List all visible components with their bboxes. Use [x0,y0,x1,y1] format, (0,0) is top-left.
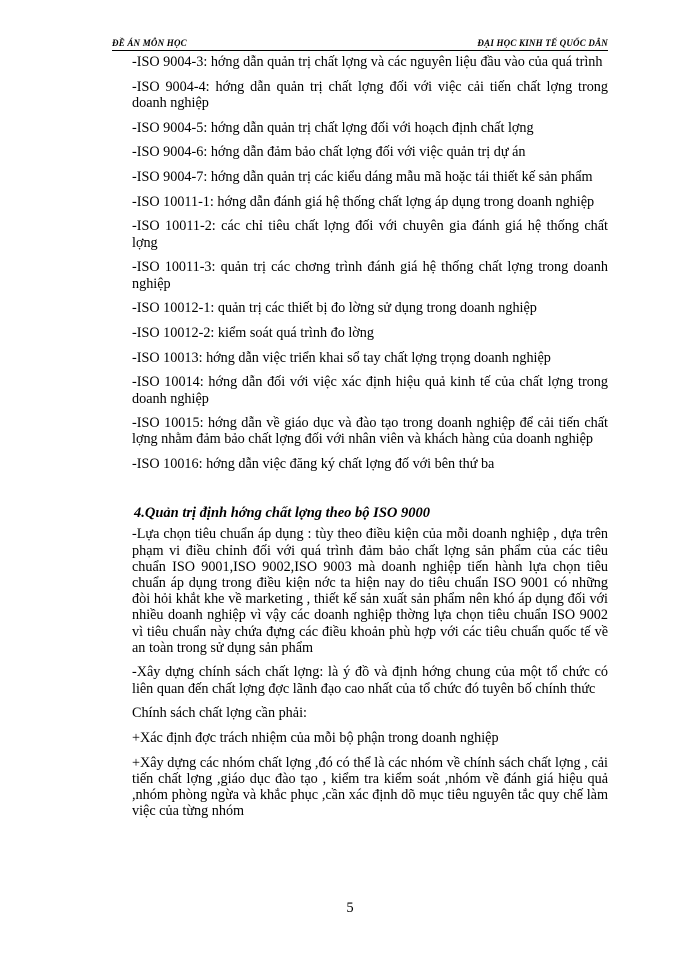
section-paragraph: -Xây dựng chính sách chất lợng: là ý đồ và định hớng chung của một tổ chức có liên quan đến chất lợng đợc lãnh đạo cao nhất của tổ chức đó tuyên bố chính thức [132,664,608,697]
iso-list-item: -ISO 9004-5: hớng dẫn quản trị chất lợng đối với hoạch định chất lợng [132,119,534,136]
section-title: 4.Quản trị định hớng chất lợng theo bộ ISO 9000 [134,505,430,522]
iso-list-item: -ISO 10011-2: các chỉ tiêu chất lợng đối với chuyên gia đánh giá hệ thống chất lợng [132,218,608,251]
iso-list-item: -ISO 9004-7: hớng dẫn quản trị các kiểu dáng mẫu mã hoặc tái thiết kế sản phẩm [132,169,593,186]
document-body [132,54,608,828]
iso-list-item: -ISO 9004-6: hớng dẫn đảm bảo chất lợng đối với việc quản trị dự án [132,144,526,161]
section-paragraph: +Xác định đợc trách nhiệm của mỗi bộ phận trong doanh nghiệp [132,730,499,747]
section-paragraph: +Xây dựng các nhóm chất lợng ,đó có thể là các nhóm về chính sách chất lợng , cải tiến chất lợng ,giáo dục đào tạo , kiểm tra kiểm soát ,nhóm về đánh giá hiệu quả ,nhóm phòng ngừa và khắc phục ,cần xác định dõ mục tiêu nguyên tắc quy chế làm việc của từng nhóm [132,754,608,820]
header-right-text: ĐẠI HỌC KINH TẾ QUỐC DÂN [477,38,608,48]
page-header [112,38,608,51]
iso-list-item: -ISO 9004-4: hớng dẫn quản trị chất lợng đối với việc cải tiến chất lợng trong doanh nghiệp [132,78,608,111]
iso-list-item: -ISO 9004-3: hớng dẫn quản trị chất lợng và các nguyên liệu đầu vào của quá trình [132,54,603,70]
iso-list-item: -ISO 10011-3: quản trị các chơng trình đánh giá hệ thống chất lợng trong doanh nghiệp [132,259,608,292]
iso-list-item: -ISO 10014: hớng dẫn đối với việc xác định hiệu quả kinh tế của chất lợng trong doanh nghiệp [132,374,608,407]
iso-standards-list [132,54,608,472]
section-paragraph: Chính sách chất lợng cần phải: [132,705,307,722]
iso-list-item: -ISO 10011-1: hớng dẫn đánh giá hệ thống chất lợng áp dụng trong doanh nghiệp [132,193,595,210]
iso-list-item: -ISO 10012-1: quản trị các thiết bị đo lờng sử dụng trong doanh nghiệp [132,300,537,317]
iso-list-item: -ISO 10015: hớng dẫn về giáo dục và đào tạo trong doanh nghiệp để cải tiến chất lợng nhằm đảm bảo chất lợng đối với nhân viên và khách hàng của doanh nghiệp [132,415,608,448]
header-left-text: ĐỀ ÁN MÔN HỌC [112,38,187,48]
section-paragraph: -Lựa chọn tiêu chuẩn áp dụng : tùy theo điều kiện của mỗi doanh nghiệp , dựa trên phạm vi điều chỉnh đối với quá trình đảm bảo chất lợng sản phẩm của các tiêu chuẩn ISO 9001,ISO 9002,ISO 9003 mà doanh nghiệp tiến hành lựa chọn tiêu chuẩn áp dụng trong điều kiện nớc ta hiện nay do tiêu chuẩn ISO 9001 có những đòi hỏi khắt khe về marketing , thiết kế sản xuất sản phẩm nên khó áp dụng đối với nhiều doanh nghiệp vì vậy các doanh nghiệp thờng lựa chọn tiêu chuẩn ISO 9002 vì tiêu chuẩn này chứa đựng các điều khoản phù hợp với các tiêu chuẩn quốc tế về an toàn trong sử dụng sản phẩm [132,526,608,656]
iso-list-item: -ISO 10013: hớng dẫn việc triển khai sổ tay chất lợng trọng doanh nghiệp [132,349,551,366]
iso-list-item: -ISO 10012-2: kiểm soát quá trình đo lờng [132,324,374,341]
section-body [132,526,608,819]
page-number: 5 [346,900,354,916]
iso-list-item: -ISO 10016: hớng dẫn việc đăng ký chất lợng đố với bên thứ ba [132,456,495,473]
